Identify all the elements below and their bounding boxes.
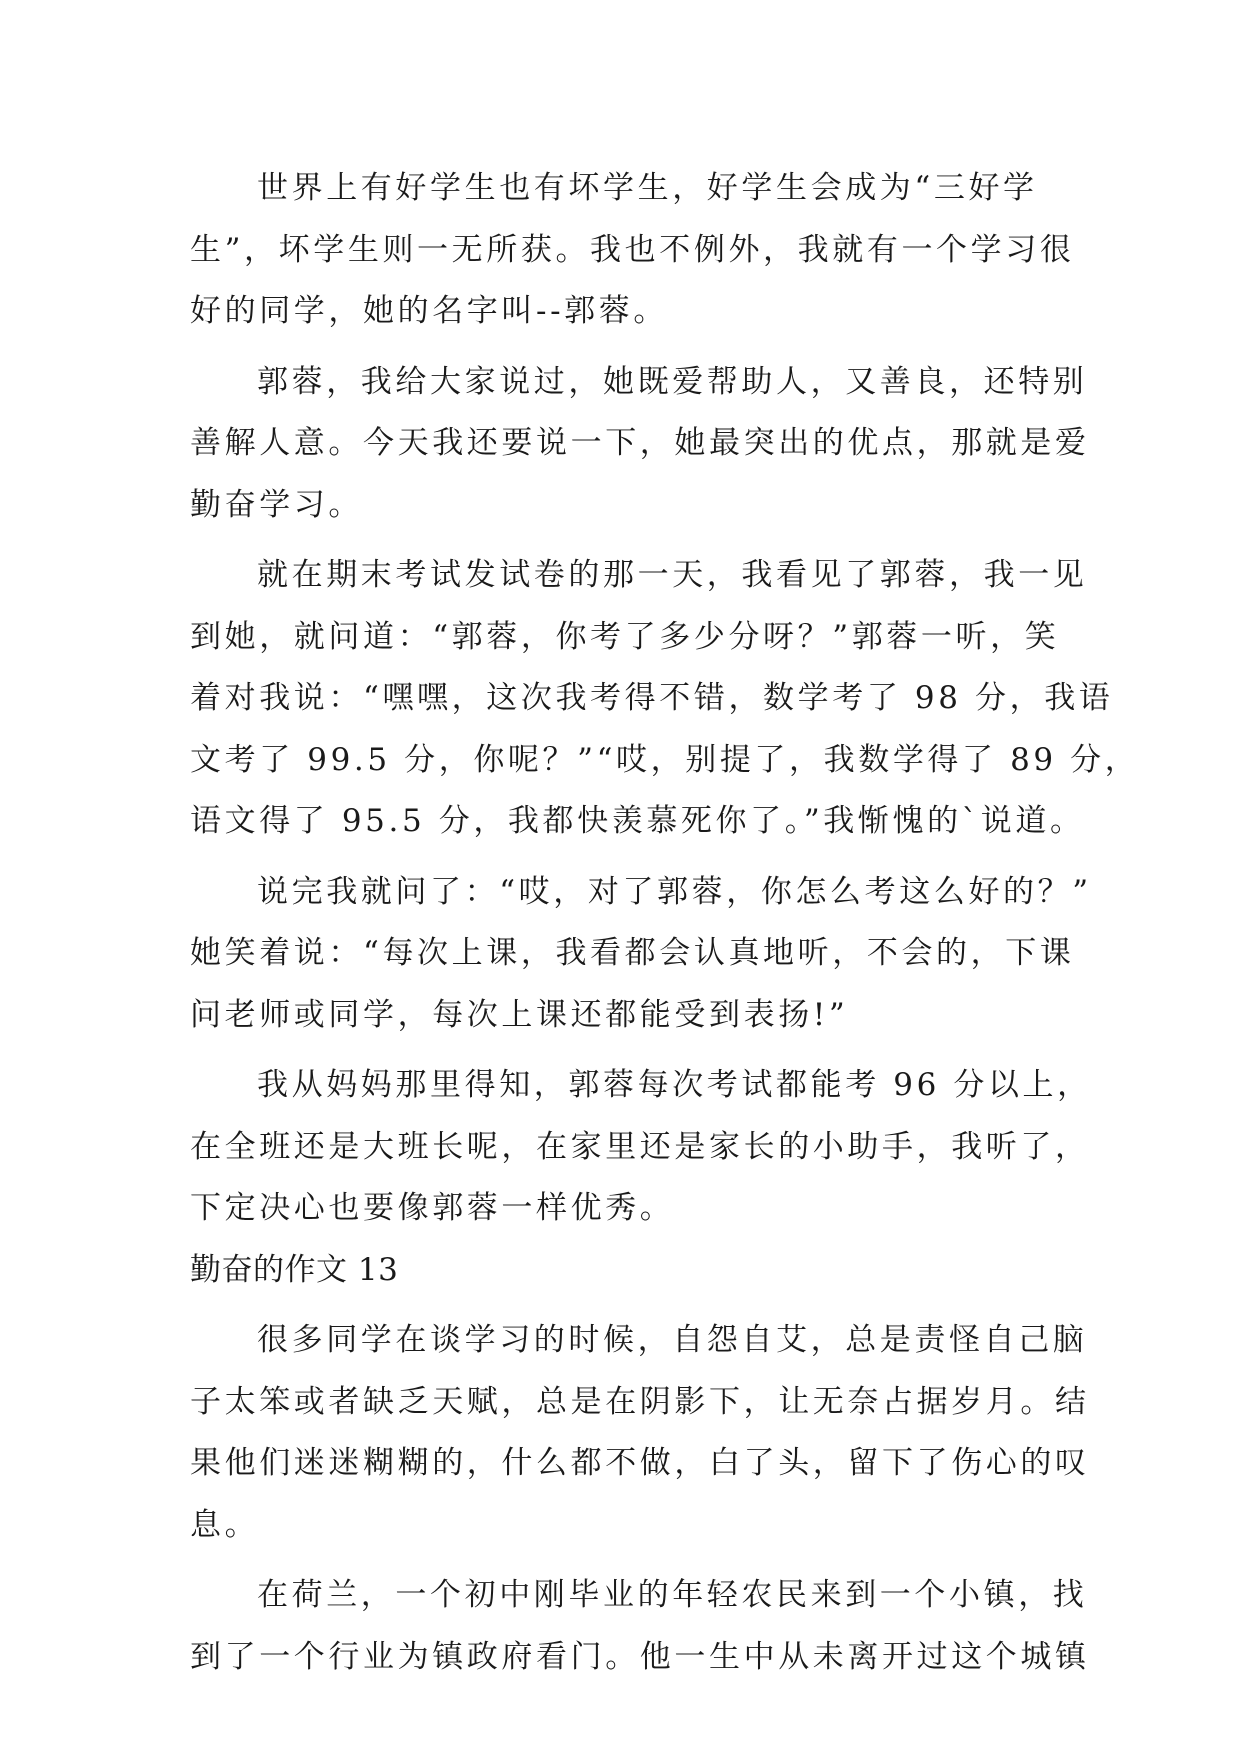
paragraph: [190, 1565, 1090, 1688]
text-line: 着对我说：“嘿嘿，这次我考得不错，数学考了 98 分，我语: [190, 680, 1114, 716]
essay-title: 勤奋的作文 13: [190, 1251, 399, 1288]
section-heading: [190, 1240, 1070, 1302]
text-line: 说完我就问了：“哎，对了郭蓉，你怎么考这么好的？”: [257, 873, 1092, 910]
text-line: 果他们迷迷糊糊的，什么都不做，白了头，留下了伤心的叹: [190, 1445, 1090, 1481]
text-line: 问老师或同学，每次上课还都能受到表扬!”: [190, 996, 849, 1033]
text-line: 在荷兰，一个初中刚毕业的年轻农民来到一个小镇，找: [257, 1577, 1088, 1613]
paragraph: [190, 1310, 1090, 1556]
text-line: 到了一个行业为镇政府看门。他一生中从未离开过这个城镇: [190, 1638, 1090, 1675]
text-line: 子太笨或者缺乏天赋，总是在阴影下，让无奈占据岁月。结: [190, 1383, 1090, 1420]
text-line: 我从妈妈那里得知，郭蓉每次考试都能考 96 分以上，: [257, 1067, 1092, 1103]
text-line: 生”，坏学生则一无所获。我也不例外，我就有一个学习很: [190, 231, 1075, 268]
essay-body: [190, 158, 1140, 1688]
paragraph: [190, 545, 1140, 853]
paragraph: [190, 1055, 1092, 1240]
text-line: 勤奋学习。: [190, 486, 363, 523]
text-line: 到她，就问道：“郭蓉，你考了多少分呀？”郭蓉一听，笑: [190, 618, 1060, 655]
text-line: 好的同学，她的名字叫--郭蓉。: [190, 293, 668, 329]
paragraph: [190, 352, 1090, 537]
text-line: 息。: [190, 1506, 260, 1543]
text-line: 文考了 99.5 分，你呢？”“哎，别提了，我数学得了 89 分，: [190, 741, 1140, 778]
paragraph: [190, 862, 1092, 1047]
text-line: 在全班还是大班长呢，在家里还是家长的小助手，我听了，: [190, 1128, 1090, 1165]
text-line: 善解人意。今天我还要说一下，她最突出的优点，那就是爱: [190, 425, 1090, 461]
paragraph: [190, 158, 1075, 343]
text-line: 她笑着说：“每次上课，我看都会认真地听，不会的，下课: [190, 935, 1075, 971]
text-line: 世界上有好学生也有坏学生，好学生会成为“三好学: [257, 170, 1038, 206]
text-line: 郭蓉，我给大家说过，她既爱帮助人，又善良，还特别: [257, 363, 1088, 400]
text-line: 语文得了 95.5 分，我都快羡慕死你了。”我惭愧的`说道。: [190, 803, 1085, 839]
text-line: 下定决心也要像郭蓉一样优秀。: [190, 1190, 675, 1226]
text-line: 就在期末考试发试卷的那一天，我看见了郭蓉，我一见: [257, 557, 1088, 593]
text-line: 很多同学在谈学习的时候，自怨自艾，总是责怪自己脑: [257, 1322, 1088, 1358]
